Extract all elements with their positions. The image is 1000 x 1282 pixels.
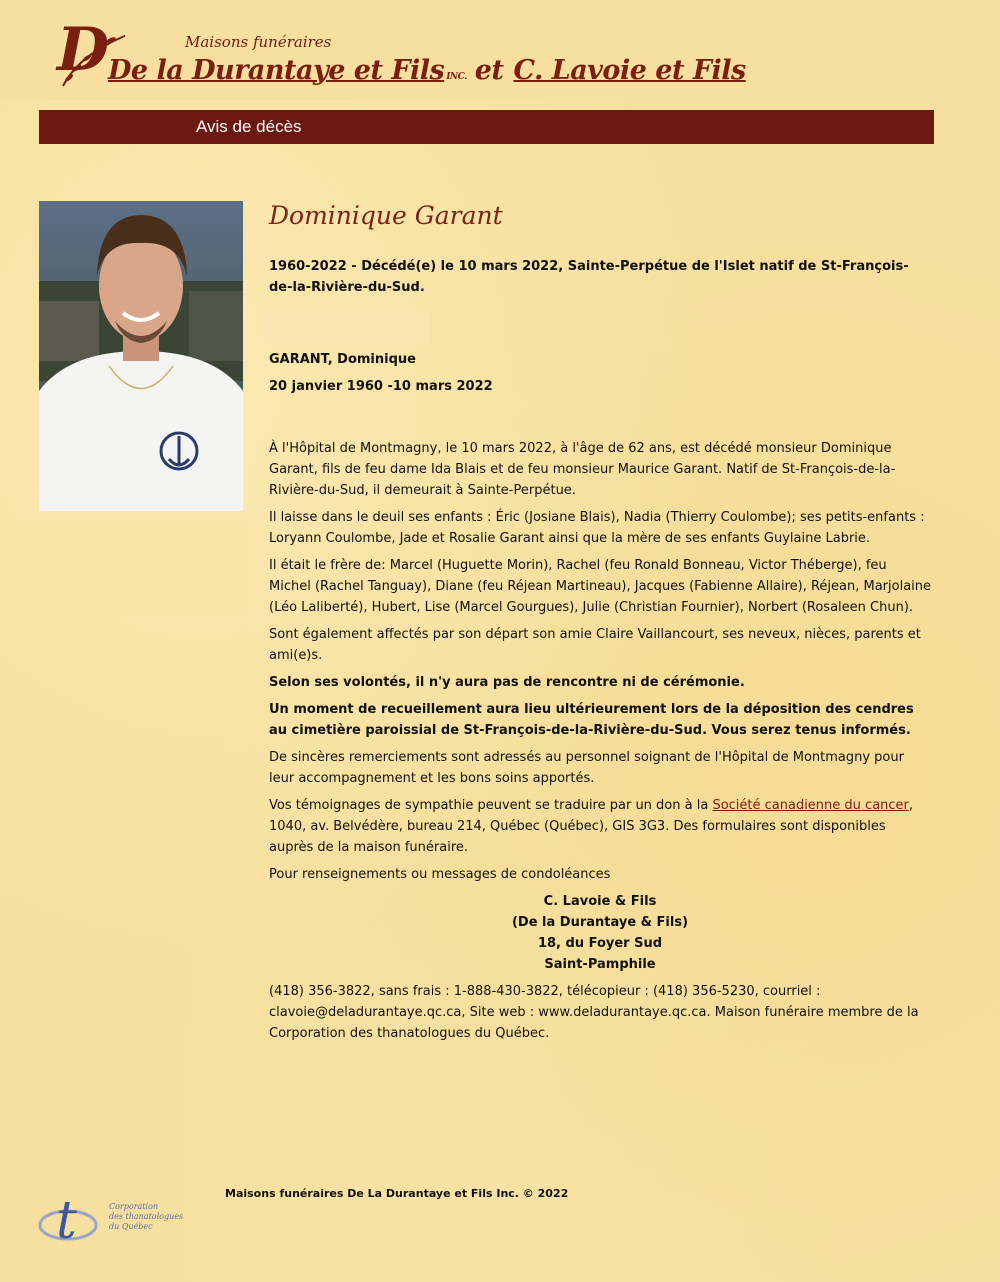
heading-name: GARANT, Dominique <box>269 352 416 367</box>
portrait-image <box>39 201 243 511</box>
paragraph-death: À l'Hôpital de Montmagny, le 10 mars 2022, à l'âge de 62 ans, est décédé monsieur Dominique Garant, fils de feu dame Ida Blais et de feu monsieur Maurice Garant. Natif de St-François-de-la-Rivière-du-Sud, il demeurait à Sainte-Perpétue. <box>269 441 896 498</box>
paragraph-family: Il laisse dans le deuil ses enfants : Éric (Josiane Blais), Nadia (Thierry Coulombe); ses petits-enfants : Loryann Coulombe, Jade et Rosalie Garant ainsi que la mère de ses enfants Guylaine Labrie. <box>269 510 925 546</box>
cqt-logo[interactable] <box>38 1183 188 1253</box>
logo-et: et <box>474 55 504 86</box>
funeral-home-address <box>269 891 931 975</box>
paragraph-others: Sont également affectés par son départ son amie Claire Vaillancourt, ses neveux, nièces, parents et ami(e)s. <box>269 627 921 663</box>
paragraph-thanks: De sincères remerciements sont adressés au personnel soignant de l'Hôpital de Montmagny pour leur accompagnement et les bons soins apportés. <box>269 750 904 786</box>
logo-subtitle: Maisons funéraires <box>185 33 332 51</box>
highlight-box <box>262 311 429 343</box>
paragraph-donation <box>269 795 931 858</box>
logo-inc: INC. <box>446 72 467 82</box>
obituary-summary: 1960-2022 - Décédé(e) le 10 mars 2022, Sainte-Perpétue de l'Islet natif de St-François-de-la-Rivière-du-Sud. <box>269 259 909 295</box>
paragraph-siblings: Il était le frère de: Marcel (Huguette Morin), Rachel (feu Ronald Bonneau, Victor Théberge), feu Michel (Rachel Tanguay), Diane (feu Réjean Martineau), Jacques (Fabienne Allaire), Réjean, Marjolaine (Léo Laliberté), Hubert, Lise (Marcel Gourgues), Julie (Christian Fournier), Norbert (Rosaleen Chun). <box>269 558 932 615</box>
paragraph-wishes: Selon ses volontés, il n'y aura pas de rencontre ni de cérémonie. <box>269 675 745 690</box>
obituary-body <box>269 349 931 1050</box>
cancer-society-link[interactable]: Société canadienne du cancer <box>712 798 909 813</box>
logo-name-2: C. Lavoie et Fils <box>513 55 746 86</box>
paragraph-contact: (418) 356-3822, sans frais : 1-888-430-3822, télécopieur : (418) 356-5230, courriel : clavoie@deladurantaye.qc.ca, Site web : www.deladurantaye.qc.ca. Maison funéraire membre de la Corporation des thanatologues du Québec. <box>269 984 919 1041</box>
heading-dates: 20 janvier 1960 -10 mars 2022 <box>269 379 493 394</box>
page-heading: Avis de décès <box>196 117 302 136</box>
logo-name-1: De la Durantaye et Fils <box>108 55 445 86</box>
title-bar <box>39 110 934 144</box>
paragraph-info: Pour renseignements ou messages de condoléances <box>269 867 611 882</box>
address-line: (De la Durantaye & Fils) <box>511 915 689 930</box>
logo-name <box>108 55 746 86</box>
site-logo[interactable] <box>0 0 746 100</box>
address-line: C. Lavoie & Fils <box>543 894 657 909</box>
portrait-photo <box>39 201 243 511</box>
cqt-t-icon <box>38 1183 108 1253</box>
sidebar-block <box>0 521 248 615</box>
footer-copyright: Maisons funéraires De La Durantaye et Fils Inc. © 2022 <box>225 1187 569 1200</box>
cqt-line: Corporation <box>109 1202 159 1211</box>
cqt-line: des thanatologues <box>109 1212 184 1221</box>
cqt-text <box>109 1202 183 1232</box>
deceased-name: Dominique Garant <box>269 201 503 230</box>
address-line: Saint-Pamphile <box>544 957 656 972</box>
donation-text-after: , 1040, av. Belvédère, bureau 214, Québec (Québec), GIS 3G3. Des formulaires sont disponibles auprès de la maison funéraire. <box>269 798 914 855</box>
paragraph-ceremony: Un moment de recueillement aura lieu ultérieurement lors de la déposition des cendres au cimetière paroissial de St-François-de-la-Rivière-du-Sud. Vous serez tenus informés. <box>269 702 914 738</box>
svg-text:t: t <box>56 1191 77 1251</box>
svg-text:D: D <box>57 15 110 85</box>
address-line: 18, du Foyer Sud <box>537 936 663 951</box>
cqt-line: du Québec <box>109 1222 153 1231</box>
donation-text-before: Vos témoignages de sympathie peuvent se traduire par un don à la <box>269 798 713 813</box>
